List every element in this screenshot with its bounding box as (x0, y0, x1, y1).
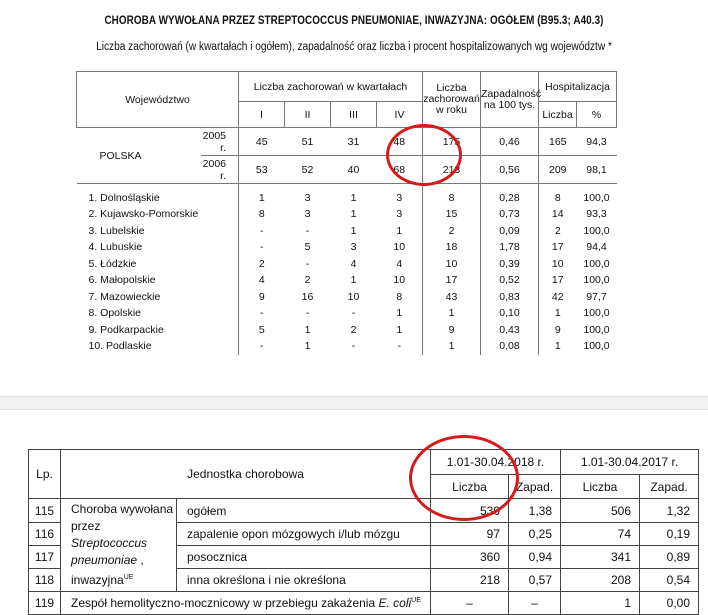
table-row (29, 499, 699, 523)
region-q3: 3 (350, 241, 357, 254)
region-hosp: 9 (539, 322, 577, 339)
table-row (29, 592, 699, 615)
row-zapad-2018: 0,57 (509, 569, 561, 592)
polska-q3: 40 (331, 156, 377, 184)
group-line-1: Choroba wywołana (71, 502, 174, 516)
region-q4: 10 (393, 241, 406, 254)
polska-rate: 0,56 (481, 156, 539, 184)
region-q3: - (351, 340, 356, 353)
region-hosp: 17 (539, 239, 577, 256)
region-q2: 3 (304, 208, 311, 221)
region-hosp: 42 (539, 289, 577, 306)
region-q2: 3 (304, 191, 311, 204)
row-liczba-2017: 341 (561, 546, 640, 569)
region-pct: 100,0 (583, 224, 610, 237)
region-q2: 16 (301, 290, 314, 303)
region-row (77, 190, 617, 207)
row-liczba-2017: 506 (561, 499, 640, 523)
region-q4: 1 (396, 307, 403, 320)
region-q2: - (305, 307, 310, 320)
region-hosp: 2 (539, 223, 577, 240)
disease-group-label (61, 499, 177, 592)
region-pct: 100,0 (583, 274, 610, 287)
header-period-2018: 1.01-30.04.2018 r. (431, 450, 561, 475)
polska-q4: 48 (377, 128, 423, 156)
region-row (77, 256, 617, 273)
region-rate: 0,73 (481, 206, 539, 223)
region-total: 1 (423, 338, 481, 355)
region-rate: 0,28 (481, 190, 539, 207)
header-lp: Lp. (29, 450, 61, 499)
region-rows (77, 190, 617, 355)
row-liczba-2018: 530 (431, 499, 509, 523)
region-rate: 0,83 (481, 289, 539, 306)
region-q3: - (351, 307, 356, 320)
row-lp: 115 (29, 499, 61, 523)
row-liczba-2018: 97 (431, 523, 509, 546)
region-name: 5. Łódzkie (88, 257, 137, 270)
region-q2: 1 (304, 340, 311, 353)
highlight-circle-total (386, 124, 462, 186)
region-rate: 0,43 (481, 322, 539, 339)
row-name: ogółem (177, 499, 431, 523)
table-title: CHOROBA WYWOŁANA PRZEZ STREPTOCOCCUS PNEUMONIAE, INWAZYJNA: OGÓŁEM (B95.3; A40.3) (104, 15, 604, 27)
row-name: zapalenie opon mózgowych i/lub mózgu (177, 523, 431, 546)
header-jednostka: Jednostka chorobowa (61, 450, 431, 499)
row-lp: 119 (29, 592, 61, 615)
region-q1: 1 (239, 190, 285, 207)
header-wojewodztwo: Województwo (77, 72, 239, 128)
region-rate: 0,52 (481, 272, 539, 289)
row-zapad-2017: 0,19 (640, 523, 699, 546)
polska-row-2005 (77, 128, 617, 156)
polska-label: POLSKA (77, 128, 201, 184)
region-total: 2 (423, 223, 481, 240)
region-pct: 97,7 (586, 290, 607, 303)
group-sup: UE (123, 574, 134, 581)
header-zapadalnosc: Zapadalność na 100 tys. (481, 72, 539, 128)
region-hosp: 1 (539, 305, 577, 322)
region-q3: 2 (350, 323, 357, 336)
row-name-prefix: Zespół hemolityczno-mocznicowy w przebiegu zakażenia (71, 596, 379, 610)
region-q3: 1 (350, 208, 357, 221)
region-q3: 4 (350, 257, 357, 270)
region-q3: 10 (347, 290, 360, 303)
polska-q4: 68 (377, 156, 423, 184)
region-pct: 94,4 (586, 241, 607, 254)
row-name-sup: UE (411, 597, 421, 604)
header-q2: II (285, 102, 331, 128)
region-q1: 9 (239, 289, 285, 306)
region-hosp: 10 (539, 256, 577, 273)
region-q4: - (397, 340, 401, 353)
region-total: 9 (423, 322, 481, 339)
region-q1: - (239, 338, 285, 355)
region-name: 4. Lubuskie (88, 241, 143, 254)
header-liczba-w-roku: Liczba zachorowań w roku (423, 72, 481, 128)
region-q4: 4 (396, 257, 403, 270)
region-row (77, 322, 617, 339)
region-q2: - (305, 224, 310, 237)
row-liczba-2017: 74 (561, 523, 640, 546)
row-liczba-2017: 1 (561, 592, 640, 615)
polska-q2: 51 (285, 128, 331, 156)
polska-q1: 45 (239, 128, 285, 156)
region-q1: - (239, 305, 285, 322)
region-name: 10. Podlaskie (88, 340, 152, 353)
region-q4: 10 (393, 274, 406, 287)
region-hosp: 14 (539, 206, 577, 223)
disease-table (28, 449, 699, 615)
region-pct: 100,0 (583, 340, 610, 353)
region-q1: - (239, 239, 285, 256)
region-total: 8 (423, 190, 481, 207)
highlight-circle-liczba (409, 435, 519, 521)
region-q4: 8 (396, 290, 403, 303)
region-q1: 4 (239, 272, 285, 289)
row-zapad-2017: 0,00 (640, 592, 699, 615)
header-hosp-liczba: Liczba (539, 102, 577, 128)
region-total: 17 (423, 272, 481, 289)
polska-rate: 0,46 (481, 128, 539, 156)
row-zapad-2018: 0,94 (509, 546, 561, 569)
region-row (77, 338, 617, 355)
header-q4: IV (377, 102, 423, 128)
region-total: 15 (423, 206, 481, 223)
header-period-2017: 1.01-30.04.2017 r. (561, 450, 699, 475)
region-name: 6. Małopolskie (88, 274, 156, 287)
table-subtitle: Liczba zachorowań (w kwartałach i ogółem), zapadalność oraz liczba i procent hospitalizowanych wg województw * (96, 41, 612, 53)
region-q2: 1 (304, 323, 311, 336)
row-liczba-2018: 218 (431, 569, 509, 592)
region-q4: 1 (396, 224, 403, 237)
region-q4: 3 (396, 191, 403, 204)
row-name (61, 592, 431, 615)
region-name: 3. Lubelskie (88, 224, 145, 237)
header-q3: III (331, 102, 377, 128)
header-liczba-2018: Liczba (431, 475, 509, 499)
voivodeship-table (76, 71, 617, 355)
region-q3: 1 (350, 224, 357, 237)
region-name: 1. Dolnośląskie (88, 191, 160, 204)
region-rate: 0,08 (481, 338, 539, 355)
polska-total: 175 (423, 128, 481, 156)
header-zapad-2017: Zapad. (640, 475, 699, 499)
header-liczba-2017: Liczba (561, 475, 640, 499)
region-row (77, 305, 617, 322)
row-liczba-2018: 360 (431, 546, 509, 569)
region-q3: 1 (350, 274, 357, 287)
row-lp: 118 (29, 569, 61, 592)
row-zapad-2018: 1,38 (509, 499, 561, 523)
region-q3: 1 (350, 191, 357, 204)
region-pct: 100,0 (583, 307, 610, 320)
region-q4: 1 (396, 323, 403, 336)
row-zapad-2017: 1,32 (640, 499, 699, 523)
row-name-italic: E. coli (378, 596, 412, 610)
region-hosp: 1 (539, 338, 577, 355)
polska-hosp: 165 (539, 128, 577, 156)
region-rate: 0,10 (481, 305, 539, 322)
region-q4: 3 (396, 208, 403, 221)
row-liczba-2018: – (431, 592, 509, 615)
region-row (77, 289, 617, 306)
row-lp: 116 (29, 523, 61, 546)
polska-pct: 98,1 (577, 156, 617, 184)
region-rate: 0,39 (481, 256, 539, 273)
region-total: 1 (423, 305, 481, 322)
group-line-3-italic: pneumoniae (71, 553, 138, 567)
region-q2: 5 (304, 241, 311, 254)
polska-hosp: 209 (539, 156, 577, 184)
polska-year: 2005 r. (201, 128, 239, 156)
region-q1: 5 (239, 322, 285, 339)
polska-year: 2006 r. (201, 156, 239, 184)
region-total: 43 (423, 289, 481, 306)
page-divider (0, 396, 708, 410)
region-pct: 100,0 (583, 191, 610, 204)
polska-q1: 53 (239, 156, 285, 184)
row-zapad-2017: 0,89 (640, 546, 699, 569)
region-rate: 1,78 (481, 239, 539, 256)
region-row (77, 206, 617, 223)
row-liczba-2017: 208 (561, 569, 640, 592)
group-line-2-prefix: przez (71, 519, 101, 533)
region-rate: 0,09 (481, 223, 539, 240)
region-name: 7. Mazowieckie (88, 290, 161, 303)
row-zapad-2018: 0,25 (509, 523, 561, 546)
row-zapad-2018: – (509, 592, 561, 615)
header-hospitalizacja: Hospitalizacja (539, 72, 617, 102)
row-lp: 117 (29, 546, 61, 569)
row-zapad-2017: 0,54 (640, 569, 699, 592)
region-row (77, 272, 617, 289)
region-pct: 93,3 (586, 208, 607, 221)
region-total: 18 (423, 239, 481, 256)
region-name: 2. Kujawsko-Pomorskie (88, 208, 199, 221)
polska-total: 213 (423, 156, 481, 184)
polska-q2: 52 (285, 156, 331, 184)
region-pct: 100,0 (583, 323, 610, 336)
region-q2: - (305, 257, 310, 270)
group-line-2-italic: Streptococcus (71, 536, 148, 550)
region-row (77, 223, 617, 240)
region-q1: 8 (239, 206, 285, 223)
header-zapad-2018: Zapad. (509, 475, 561, 499)
polska-q3: 31 (331, 128, 377, 156)
region-q1: 2 (239, 256, 285, 273)
row-name: posocznica (177, 546, 431, 569)
polska-pct: 94,3 (577, 128, 617, 156)
region-hosp: 8 (539, 190, 577, 207)
region-name: 8. Opolskie (88, 307, 142, 320)
header-kwartaly: Liczba zachorowań w kwartałach (239, 72, 423, 102)
header-q1: I (239, 102, 285, 128)
region-name: 9. Podkarpackie (88, 323, 164, 336)
region-q2: 2 (304, 274, 311, 287)
region-row (77, 239, 617, 256)
row-name: inna określona i nie określona (177, 569, 431, 592)
region-pct: 100,0 (583, 257, 610, 270)
group-line-4: inwazyjna (71, 573, 124, 587)
header-hosp-procent: % (577, 102, 617, 128)
region-hosp: 17 (539, 272, 577, 289)
region-total: 10 (423, 256, 481, 273)
region-q1: - (239, 223, 285, 240)
group-line-3-suffix: , (137, 553, 144, 567)
